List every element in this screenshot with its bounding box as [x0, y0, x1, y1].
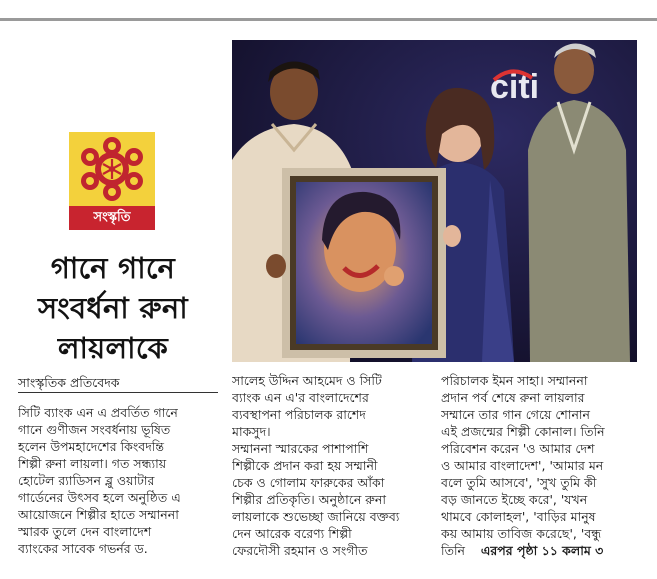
- article-line: ব্যাংক এন এ'র বাংলাদেশের: [232, 390, 369, 405]
- article-line: শিল্পীর প্রতিকৃতি। অনুষ্ঠানে রুনা: [232, 492, 386, 507]
- article-line: সম্মাননা স্মারকের পাশাপাশি: [232, 441, 369, 456]
- flower-emblem-icon: [76, 136, 148, 202]
- article-column-2: [232, 372, 430, 559]
- article-line: সিটি ব্যাংক এন এ প্রবর্তিত গানে: [18, 405, 178, 420]
- event-photo-illustration: [232, 40, 637, 362]
- article-line: ব্যবস্থাপনা পরিচালক রাশেদ: [232, 407, 366, 422]
- event-photo: [232, 40, 637, 362]
- section-label: সংস্কৃতি: [69, 206, 155, 230]
- headline-line: সংবর্ধনা রুনা: [38, 291, 188, 325]
- article-line-start: তিনি: [441, 543, 465, 558]
- article-line: পরিবেশন করেন 'ও আমার দেশ: [441, 441, 595, 456]
- article-line: ফেরদৌসী রহমান ও সংগীত: [232, 543, 368, 558]
- article-line: শিল্পীকে প্রদান করা হয় সম্মানী: [232, 458, 378, 473]
- article-line: স্মারক তুলে দেন বাংলাদেশ: [18, 524, 152, 539]
- article-line: এই প্রজন্মের শিল্পী কোনাল। তিনি: [441, 424, 605, 439]
- article-line: লায়লাকে শুভেচ্ছা জানিয়ে বক্তব্য: [232, 509, 400, 524]
- article-line: সম্মানে তার গান গেয়ে শোনান: [441, 407, 590, 422]
- article-line: চেক ও গোলাম ফারুকের আঁকা: [232, 475, 385, 490]
- article-line: বড় জানতে ইচ্ছে করে', 'যখন: [441, 492, 588, 507]
- article-line: প্রদান পর্ব শেষে রুনা লায়লার: [441, 390, 585, 405]
- citi-sign: citi: [490, 68, 540, 106]
- article-column-3: [441, 372, 639, 559]
- article-line: গার্ডেনের উৎসব হলে অনুষ্ঠিত এ: [18, 490, 181, 505]
- article-line: কয় আমায় তাবিজ করেছে', 'বন্ধু: [441, 526, 602, 541]
- article-last-line: [441, 542, 639, 559]
- headline: [8, 248, 218, 368]
- article-line: ও আমার বাংলাদেশ', 'আমার মন: [441, 458, 604, 473]
- byline-rule: [18, 392, 218, 393]
- article-line: হলেন উপমহাদেশের কিংবদন্তি: [18, 439, 164, 454]
- article-line: ব্যাংকের সাবেক গভর্নর ড.: [18, 541, 148, 556]
- continuation-link[interactable]: এরপর পৃষ্ঠা ১১ কলাম ৩: [480, 543, 604, 558]
- article-line: দেন আরেক বরেণ্য শিল্পী: [232, 526, 352, 541]
- article-line: সালেহ উদ্দিন আহমেদ ও সিটি: [232, 373, 382, 388]
- article-line: আয়োজনে শিল্পীর হাতে সম্মাননা: [18, 507, 179, 522]
- headline-line: গানে গানে: [50, 251, 176, 285]
- section-badge-square: [69, 132, 155, 206]
- section-badge: [69, 132, 155, 230]
- article-line: হোটেল র‍্যাডিসন ব্লু ওয়াটার: [18, 473, 155, 488]
- article-line: মাকসুদ।: [232, 424, 271, 439]
- headline-line: লায়লাকে: [57, 331, 169, 365]
- top-rule: [0, 18, 657, 21]
- article-column-1: [18, 404, 216, 557]
- article-line: বলে তুমি আসবে', 'সুখ তুমি কী: [441, 475, 597, 490]
- byline: সাংস্কৃতিক প্রতিবেদক: [18, 375, 120, 390]
- article-line: পরিচালক ইমন সাহা। সম্মাননা: [441, 373, 588, 388]
- article-line: থামবে কোলাহল', 'বাড়ির মানুষ: [441, 509, 596, 524]
- article-line: গানে গুণীজন সংবর্ধনায় ভূষিত: [18, 422, 171, 437]
- article-line: শিল্পী রুনা লায়লা। গত সন্ধ্যায়: [18, 456, 167, 471]
